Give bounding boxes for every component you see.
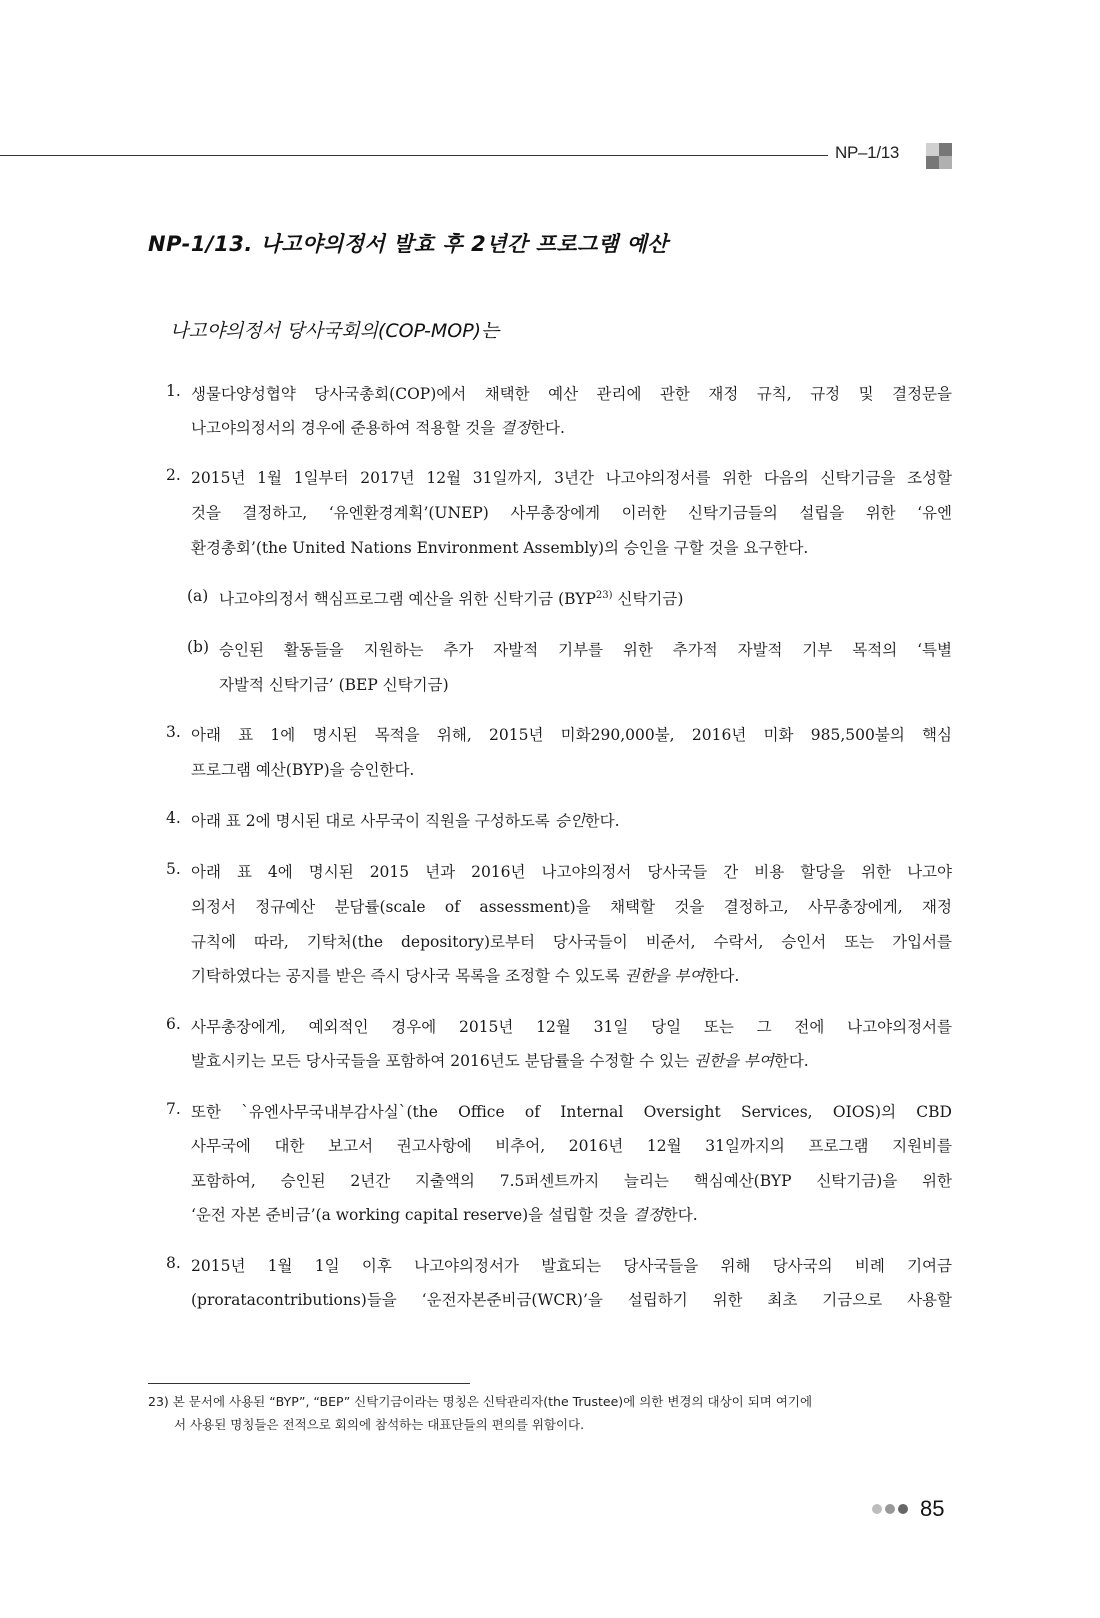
item-line: 아래 표 1에 명시된 목적을 위해, 2015년 미화290,000불, 2016년 미화 985,500불의 핵심 — [191, 726, 952, 744]
emphasis: 권한을 부여 — [624, 967, 705, 985]
item-line: 의정서 정규예산 분담률(scale of assessment)을 채택할 것을 결정하고, 사무총장에게, 재정 — [191, 898, 952, 916]
item-line: 생물다양성협약 당사국총회(COP)에서 채택한 예산 관리에 관한 재정 규칙, 규정 및 결정문을 — [191, 385, 952, 403]
item-line: 나고야의정서의 경우에 준용하여 적용할 것을 결정한다. — [191, 419, 565, 437]
item-line: 사무국에 대한 보고서 권고사항에 비추어, 2016년 12월 31일까지의 프로그램 지원비를 — [191, 1137, 952, 1155]
item-line: 2015년 1월 1일부터 2017년 12월 31일까지, 3년간 나고야의정서를 위한 다음의 신탁기금을 조성할 — [191, 469, 952, 487]
page-number: 85 — [920, 1496, 945, 1521]
item-line: 아래 표 4에 명시된 2015 년과 2016년 나고야의정서 당사국들 간 비용 할당을 위한 나고야 — [191, 863, 952, 881]
sub-item-line: 나고야의정서 핵심프로그램 예산을 위한 신탁기금 (BYP$^{23)}$ 신탁기금) — [219, 589, 684, 608]
item-line: 포함하여, 승인된 2년간 지출액의 7.5퍼센트까지 늘리는 핵심예산(BYP 신탁기금)을 위한 — [191, 1172, 952, 1190]
item-line: 것을 결정하고, ‘유엔환경계획’(UNEP) 사무총장에게 이러한 신탁기금들의 설립을 위한 ‘유엔 — [191, 504, 952, 522]
header-doc-code: NP–1/13 — [835, 143, 900, 162]
item-line: 또한 `유엔사무국내부감사실`(the Office of Internal Oversight Services, OIOS)의 CBD — [191, 1103, 952, 1121]
sub-item-line: 승인된 활동들을 지원하는 추가 자발적 기부를 위한 추가적 자발적 기부 목적의 ‘특별 — [219, 641, 952, 659]
item-line: 2015년 1월 1일 이후 나고야의정서가 발효되는 당사국들을 위해 당사국의 비례 기여금 — [191, 1257, 952, 1275]
item-number: 3. — [166, 723, 181, 741]
item-line: 아래 표 2에 명시된 대로 사무국이 직원을 구성하도록 승인한다. — [191, 812, 620, 830]
item-line: 규칙에 따라, 기탁처(the depository)로부터 당사국들이 비준서, 수락서, 승인서 또는 가입서를 — [191, 933, 952, 951]
dot-icon — [872, 1504, 882, 1514]
section-subtitle: 나고야의정서 당사국회의(COP-MOP)는 — [170, 320, 500, 342]
footnote-line: 서 사용된 명칭들은 전적으로 회의에 참석하는 대표단들의 편의를 위함이다. — [174, 1417, 585, 1432]
item-number: 7. — [166, 1100, 181, 1118]
header-squares-icon — [926, 143, 952, 169]
item-number: 6. — [166, 1015, 181, 1033]
square-bl — [926, 156, 939, 169]
page-number-block — [872, 1496, 944, 1522]
emphasis: 승인 — [554, 812, 585, 830]
item-number: 2. — [166, 466, 181, 484]
item-line: 기탁하였다는 공지를 받은 즉시 당사국 목록을 조정할 수 있도록 권한을 부여한다. — [191, 967, 740, 985]
square-tl — [926, 143, 939, 156]
item-line: ‘운전 자본 준비금’(a working capital reserve)을 설립할 것을 결정한다. — [191, 1206, 698, 1224]
square-br — [939, 156, 952, 169]
header-rule — [0, 155, 828, 156]
emphasis: 결정 — [632, 1206, 663, 1224]
item-line: 발효시키는 모든 당사국들을 포함하여 2016년도 분담률을 수정할 수 있는 권한을 부여한다. — [191, 1052, 809, 1070]
item-line: 환경총회’(the United Nations Environment Assembly)의 승인을 구할 것을 요구한다. — [191, 539, 809, 557]
page-title: NP-1/13. 나고야의정서 발효 후 2년간 프로그램 예산 — [148, 232, 669, 256]
footnote-rule — [148, 1383, 470, 1384]
footnote-ref: 23) — [595, 589, 613, 601]
item-number: 8. — [166, 1254, 181, 1272]
square-tr — [939, 143, 952, 156]
dot-icon — [898, 1504, 908, 1514]
item-line: 사무총장에게, 예외적인 경우에 2015년 12월 31일 당일 또는 그 전에 나고야의정서를 — [191, 1018, 952, 1036]
item-number: 1. — [166, 382, 181, 400]
sub-item-line: 자발적 신탁기금’ (BEP 신탁기금) — [219, 676, 449, 694]
item-number: 4. — [166, 809, 181, 827]
item-line: 프로그램 예산(BYP)을 승인한다. — [191, 761, 415, 779]
dot-icon — [885, 1504, 895, 1514]
item-line: (proratacontributions)들을 ‘운전자본준비금(WCR)’을 설립하기 위한 최초 기금으로 사용할 — [191, 1291, 952, 1309]
sub-item-label: (a) — [187, 587, 209, 605]
sub-item-label: (b) — [187, 638, 210, 656]
emphasis: 결정 — [500, 419, 531, 437]
item-number: 5. — [166, 860, 181, 878]
footnote-line: 23) 본 문서에 사용된 “BYP”, “BEP” 신탁기금이라는 명칭은 신탁관리자(the Trustee)에 의한 변경의 대상이 되며 여기에 — [148, 1394, 813, 1409]
emphasis: 권한을 부여 — [694, 1052, 774, 1070]
